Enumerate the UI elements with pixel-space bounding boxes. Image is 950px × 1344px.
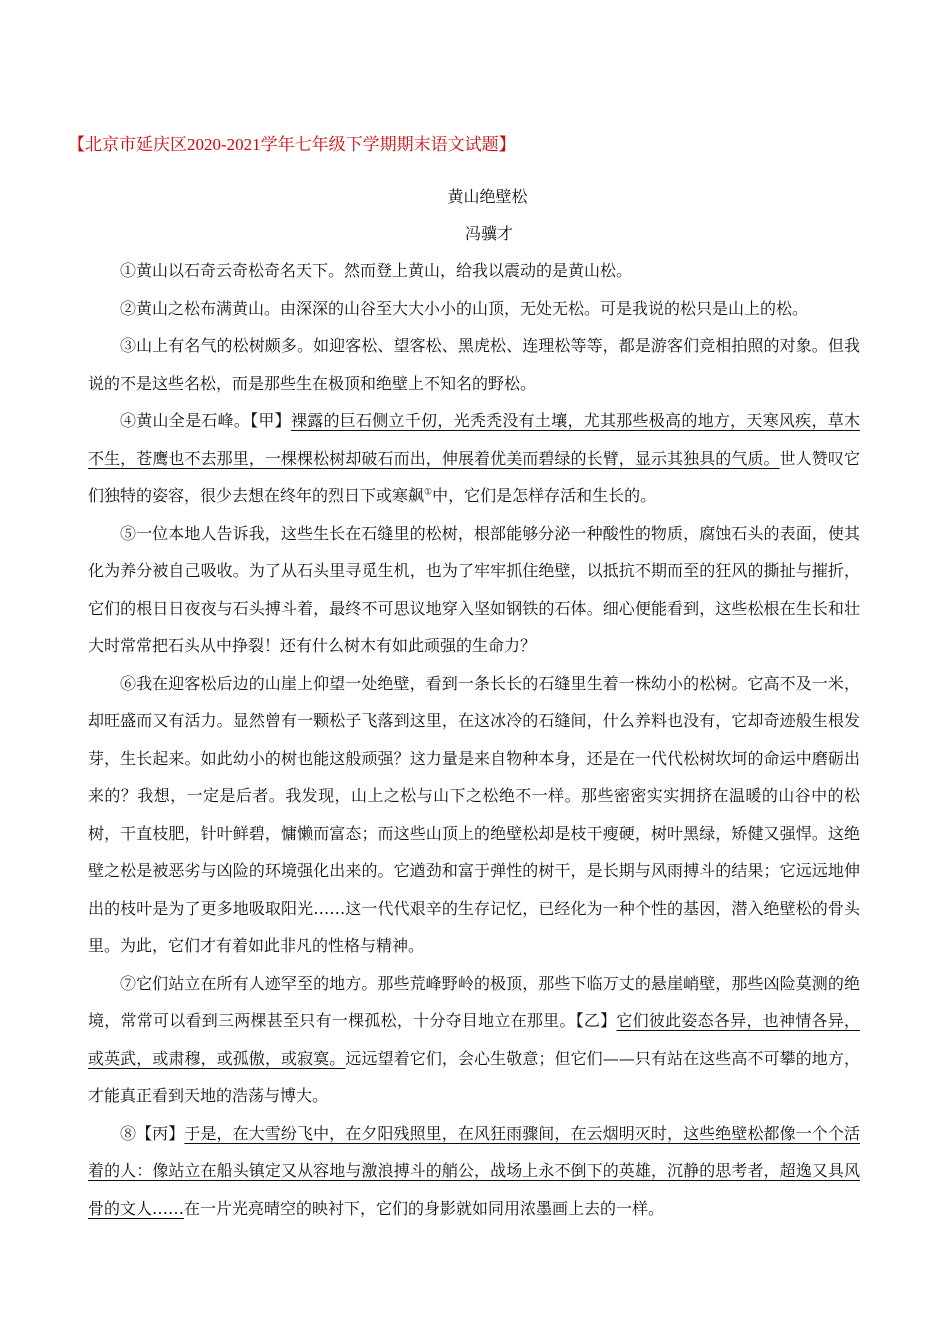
article-title: 黄山绝壁松 [447,187,528,206]
article-author: 冯骥才 [464,224,513,243]
paragraph-8 [88,1115,860,1228]
paragraph-4-continue: 世人赞叹它们独特的姿容，很少去想在终年的烈日下或寒飙 [88,448,860,505]
paragraph-7-intro: ⑦它们站立在所有人迹罕至的地方。那些荒峰野岭的极顶，那些下临万丈的悬崖峭壁，那些凶险莫测的绝境，常常可以看到三两棵甚至只有一棵孤松，十分夺目地立在那里。【乙】 [88,973,860,1030]
source-heading: 【北京市延庆区2020-2021学年七年级下学期期末语文试题】 [68,135,516,154]
underlined-passage-yi: 它们彼此姿态各异，也神情各异，或英武，或肃穆，或孤傲，或寂寞。 [88,1011,860,1068]
footnote-marker: ① [424,487,433,498]
paragraph-6: ⑥我在迎客松后边的山崖上仰望一处绝壁，看到一条长长的石缝里生着一株幼小的松树。它高不及一米，却旺盛而又有活力。显然曾有一颗松子飞落到这里，在这冰冷的石缝间，什么养料也没有，它却奇迹般生根发芽，生长起来。如此幼小的树也能这般顽强？这力量是来自物种本身，还是在一代代松树坎坷的命运中磨砺出来的？我想，一定是后者。我发现，山上之松与山下之松绝不一样。那些密密实实拥挤在温暖的山谷中的松树，干直枝肥，针叶鲜碧，慵懒而富态；而这些山顶上的绝壁松却是枝干瘦硬，树叶黑绿，矫健又强悍。这绝壁之松是被恶劣与凶险的环境强化出来的。它遒劲和富于弹性的树干，是长期与风雨搏斗的结果；它远远地伸出的枝叶是为了更多地吸取阳光……这一代代艰辛的生存记忆，已经化为一种个性的基因，潜入绝壁松的骨头里。为此，它们才有着如此非凡的性格与精神。 [88,673,860,955]
paragraph-4 [88,402,860,515]
paragraph-2: ②黄山之松布满黄山。由深深的山谷至大大小小的山顶，无处无松。可是我说的松只是山上的松。 [120,298,809,318]
paragraph-1: ①黄山以石奇云奇松奇名天下。然而登上黄山，给我以震动的是黄山松。 [120,261,633,280]
paragraph-8-intro: ⑧【丙】 [120,1123,185,1143]
paragraph-5: ⑤一位本地人告诉我，这些生长在石缝里的松树，根部能够分泌一种酸性的物质，腐蚀石头的表面，使其化为养分被自己吸收。为了从石头里寻觅生机，也为了牢牢抓住绝壁，以抵抗不期而至的狂风的撕扯与摧折，它们的根日日夜夜与石头搏斗着，最终不可思议地穿入坚如钢铁的石体。细心便能看到，这些松根在生长和壮大时常常把石头从中挣裂！还有什么树木有如此顽强的生命力？ [88,523,860,655]
paragraph-3: ③山上有名气的松树颇多。如迎客松、望客松、黑虎松、连理松等等，都是游客们竞相拍照的对象。但我说的不是这些名松，而是那些生在极顶和绝壁上不知名的野松。 [88,336,860,393]
paragraph-7 [88,965,860,1115]
underlined-passage-jia: 裸露的巨石侧立千仞，光秃秃没有土壤，尤其那些极高的地方，天寒风疾，草木不生，苍鹰也不去那里，一棵棵松树却破石而出，伸展着优美而碧绿的长臂，显示其独具的气质。 [88,411,860,468]
paragraph-4-end: 中，它们是怎样存活和生长的。 [432,486,657,505]
paragraph-4-intro: ④黄山全是石峰。【甲】 [120,411,291,430]
paragraph-7-end: 远远望着它们，会心生敬意；但它们——只有站在这些高不可攀的地方，才能真正看到天地的浩荡与博大。 [88,1048,860,1105]
underlined-passage-bing: 于是，在大雪纷飞中，在夕阳残照里，在风狂雨骤间，在云烟明灭时，这些绝壁松都像一个个活着的人：像站立在船头镇定又从容地与激浪搏斗的艄公，战场上永不倒下的英雄，沉静的思考者，超逸又具风骨的文人…… [88,1123,860,1218]
article-body [88,252,860,1227]
paragraph-8-end: 在一片光亮晴空的映衬下，它们的身影就如同用浓墨画上去的一样。 [184,1198,665,1218]
